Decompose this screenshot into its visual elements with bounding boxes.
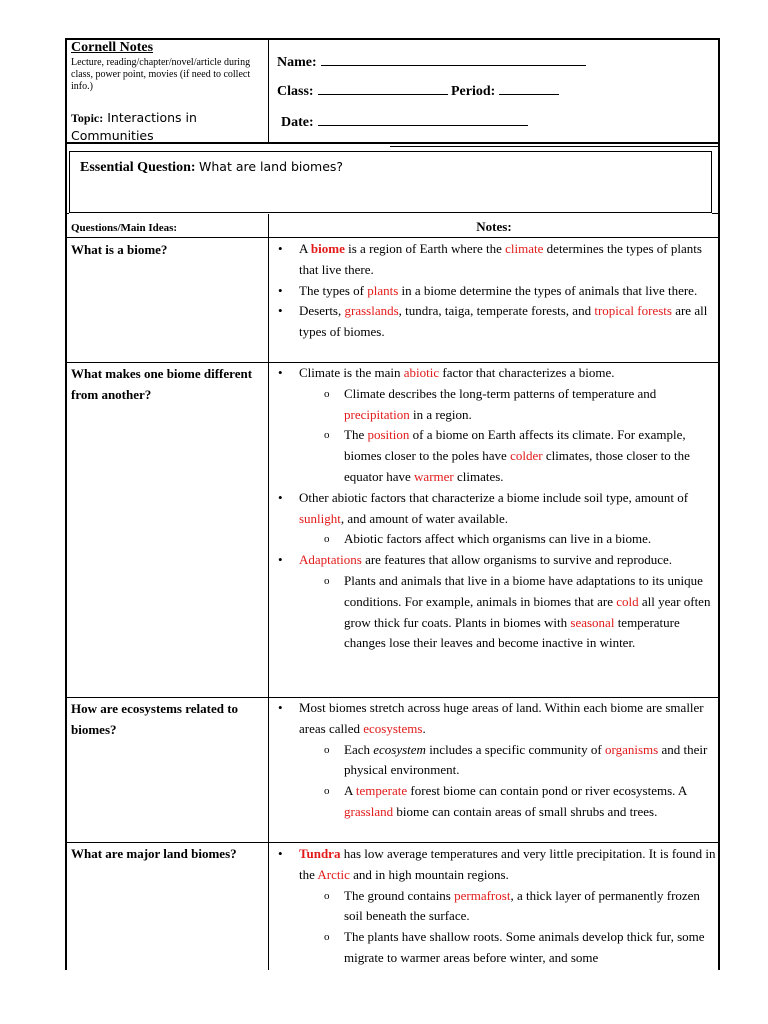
essential-question-label: Essential Question: xyxy=(80,160,196,175)
header-bottom-line-2 xyxy=(390,146,720,147)
column-header-top-line-right xyxy=(712,213,720,214)
class-label: Class: xyxy=(277,84,314,99)
note-sub-bullet: o Climate describes the long-term patterns of temperature and precipitation in a region. xyxy=(276,384,716,426)
topic xyxy=(71,109,261,144)
notes-section-2 xyxy=(276,363,716,654)
essential-question-value: What are land biomes? xyxy=(199,159,344,174)
notes-section-4 xyxy=(276,844,716,969)
note-bullet: • The types of plants in a biome determine the types of animals that live there. xyxy=(276,281,716,302)
period-label: Period: xyxy=(451,84,496,99)
name-field[interactable] xyxy=(277,53,586,71)
note-sub-bullet: o Each ecosystem includes a specific community of organisms and their physical environment. xyxy=(276,740,716,782)
note-bullet: • Most biomes stretch across huge areas of land. Within each biome are smaller areas called ecosystems. xyxy=(276,698,716,740)
note-bullet: • Deserts, grasslands, tundra, taiga, temperate forests, and tropical forests are all types of biomes. xyxy=(276,301,716,343)
note-sub-bullet: o The position of a biome on Earth affects its climate. For example, biomes closer to the poles have colder climates, those closer to the equator have warmer climates. xyxy=(276,425,716,487)
date-label: Date: xyxy=(281,115,314,130)
notes-section-3 xyxy=(276,698,716,823)
topic-value: Interactions in Communities xyxy=(71,110,197,143)
note-bullet: • A biome is a region of Earth where the climate determines the types of plants that live there. xyxy=(276,239,716,281)
note-bullet: • Other abiotic factors that characterize a biome include soil type, amount of sunlight, and amount of water available. xyxy=(276,488,716,530)
notes-column-header: Notes: xyxy=(476,219,512,234)
question-2: What makes one biome different from another? xyxy=(71,366,253,402)
question-3: How are ecosystems related to biomes? xyxy=(71,701,239,737)
period-line[interactable] xyxy=(499,82,559,95)
note-sub-bullet: o Plants and animals that live in a biome have adaptations to its unique conditions. For example, animals in biomes that are cold all year often grow thick fur coats. Plants in biomes with seasonal temperature changes lose their leaves and become inactive in winter. xyxy=(276,571,716,654)
page-subtitle: Lecture, reading/chapter/novel/article during class, power point, movies (if need to collect info.) xyxy=(71,57,251,92)
questions-column-header: Questions/Main Ideas: xyxy=(71,222,178,234)
essential-question xyxy=(80,159,343,176)
class-field[interactable] xyxy=(277,82,448,100)
topic-label: Topic: xyxy=(71,111,104,125)
date-field[interactable] xyxy=(281,113,528,131)
note-sub-bullet: o The plants have shallow roots. Some animals develop thick fur, some migrate to warmer areas before winter, and some xyxy=(276,927,716,969)
notes-section-1 xyxy=(276,239,716,343)
column-divider xyxy=(268,214,269,970)
note-bullet: • Tundra has low average temperatures and very little precipitation. It is found in the Arctic and in high mountain regions. xyxy=(276,844,716,886)
class-line[interactable] xyxy=(318,82,448,95)
note-sub-bullet: o Abiotic factors affect which organisms can live in a biome. xyxy=(276,529,716,550)
question-4: What are major land biomes? xyxy=(71,846,237,861)
page-title: Cornell Notes xyxy=(71,40,154,55)
name-label: Name: xyxy=(277,55,317,70)
column-header-bottom-line xyxy=(65,237,720,238)
header-divider-vertical xyxy=(268,38,269,143)
question-1: What is a biome? xyxy=(71,242,168,257)
note-bullet: • Adaptations are features that allow organisms to survive and reproduce. xyxy=(276,550,716,571)
note-sub-bullet: o A temperate forest biome can contain pond or river ecosystems. A grassland biome can contain areas of small shrubs and trees. xyxy=(276,781,716,823)
period-field[interactable] xyxy=(451,82,559,100)
note-sub-bullet: o The ground contains permafrost, a thick layer of permanently frozen soil beneath the surface. xyxy=(276,886,716,928)
column-header-top-line xyxy=(65,213,69,214)
name-line[interactable] xyxy=(321,53,586,66)
note-bullet: • Climate is the main abiotic factor that characterizes a biome. xyxy=(276,363,716,384)
date-line[interactable] xyxy=(318,113,528,126)
